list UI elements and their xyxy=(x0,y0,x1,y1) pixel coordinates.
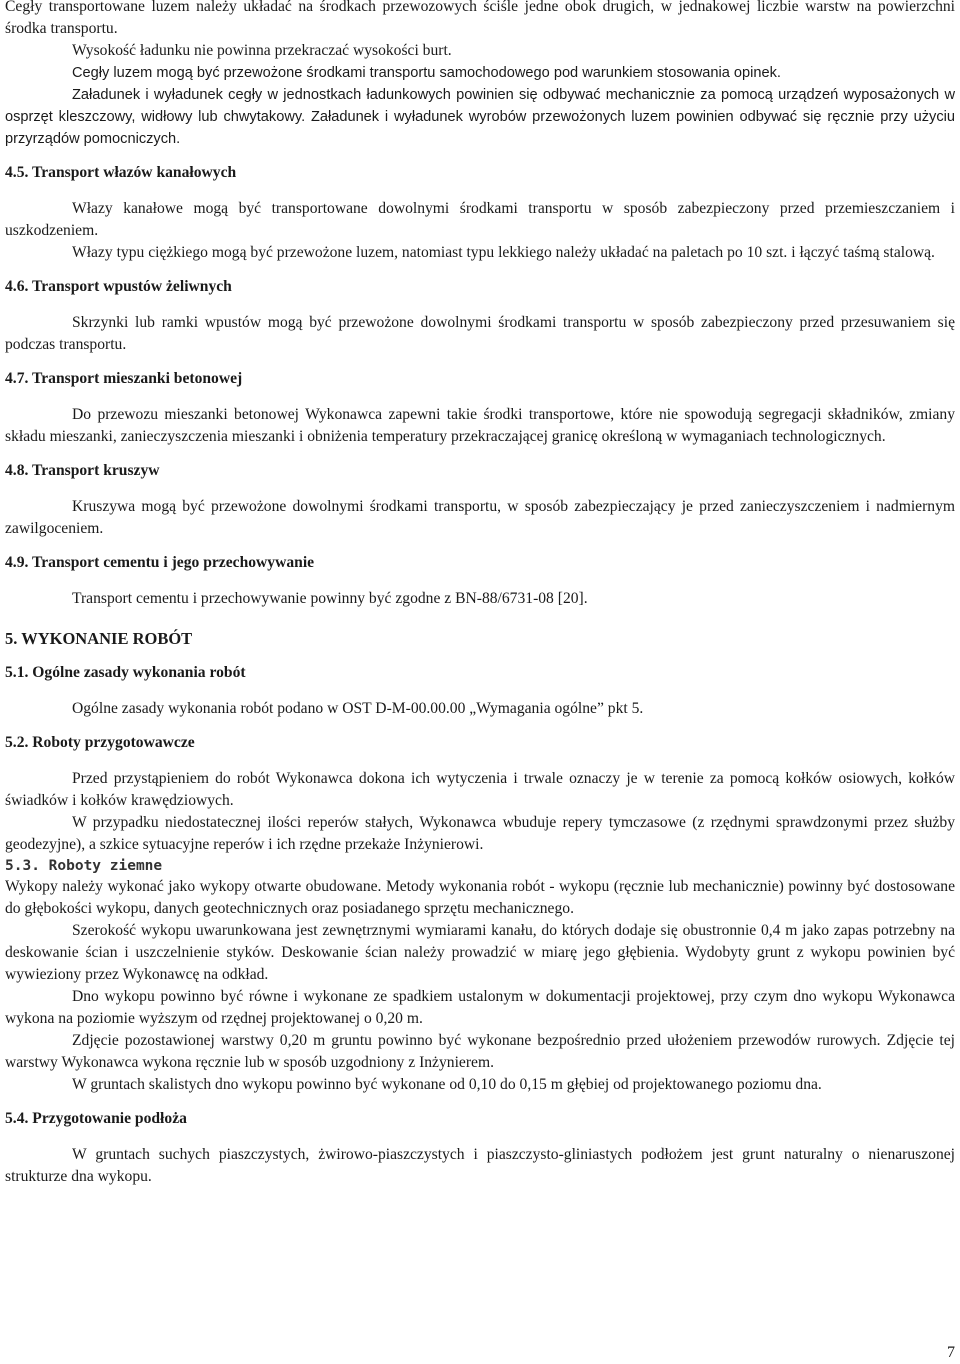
section-5-3-paragraph-2: Szerokość wykopu uwarunkowana jest zewnętrznymi wymiarami kanału, do których dodaje się obustronnie 0,4 m jako zapas potrzebny na deskowanie ścian i uszczelnienie styków. Deskowanie ścian należy prowadzić w miarę jego głębienia. Wydobyty grunt z wykopu powinien być wywieziony przez Wykonawcę na odkład. xyxy=(5,922,955,983)
section-5-1-paragraph-1: Ogólne zasady wykonania robót podano w OST D-M-00.00.00 „Wymagania ogólne” pkt 5. xyxy=(72,700,644,717)
section-4-8-heading: 4.8. Transport kruszyw xyxy=(5,462,160,479)
section-5-2-paragraph-1: Przed przystąpieniem do robót Wykonawca dokona ich wytyczenia i trwale oznaczy je w terenie za pomocą kołków osiowych, kołków świadków i kołków krawędziowych. xyxy=(5,770,955,809)
section-4-9-heading: 4.9. Transport cementu i jego przechowywanie xyxy=(5,554,315,571)
section-4-5-paragraph-1: Włazy kanałowe mogą być transportowane dowolnymi środkami transportu w sposób zabezpieczony przed przemieszczaniem i uszkodzeniem. xyxy=(5,200,955,239)
section-5-3-paragraph-4: Zdjęcie pozostawionej warstwy 0,20 m gruntu powinno być wykonane bezpośrednio przed ułożeniem przewodów rurowych. Zdjęcie tej warstwy Wykonawca wykona ręcznie lub w sposób uzgodniony z Inżynierem. xyxy=(5,1032,955,1071)
section-5-1-heading: 5.1. Ogólne zasady wykonania robót xyxy=(5,664,246,681)
chapter-5-heading: 5. WYKONANIE ROBÓT xyxy=(5,629,193,648)
section-5-3-paragraph-5: W gruntach skalistych dno wykopu powinno być wykonane od 0,10 do 0,15 m głębiej od projektowanego poziomu dna. xyxy=(72,1076,822,1093)
section-5-3-paragraph-3: Dno wykopu powinno być równe i wykonane ze spadkiem ustalonym w dokumentacji projektowej, przy czym dno wykopu Wykonawca wykona na poziomie wyższym od rzędnej projektowanej o 0,20 m. xyxy=(5,988,955,1027)
section-4-9-paragraph-1: Transport cementu i przechowywanie powinny być zgodne z BN-88/6731-08 [20]. xyxy=(72,590,588,607)
section-4-6-heading: 4.6. Transport wpustów żeliwnych xyxy=(5,278,232,295)
section-4-5-heading: 4.5. Transport włazów kanałowych xyxy=(5,164,237,181)
section-5-3-heading: 5.3. Roboty ziemne xyxy=(5,858,163,874)
section-5-2-paragraph-2: W przypadku niedostatecznej ilości reperów stałych, Wykonawca wbuduje repery tymczasowe (z rzędnymi sprawdzonymi przez służby geodezyjne), a szkice sytuacyjne reperów i ich rzędne przekaże Inżynierowi. xyxy=(5,814,955,853)
page-number: 7 xyxy=(947,1344,955,1361)
intro-paragraph-2: Wysokość ładunku nie powinna przekraczać wysokości burt. xyxy=(72,42,452,59)
intro-paragraph-3: Cegły luzem mogą być przewożone środkami transportu samochodowego pod warunkiem stosowania opinek. xyxy=(72,65,781,81)
intro-paragraph-4: Załadunek i wyładunek cegły w jednostkach ładunkowych powinien się odbywać mechanicznie za pomocą urządzeń wyposażonych w osprzęt kleszczowy, widłowy lub chwytakowy. Załadunek i wyładunek wyrobów przewożonych luzem powinien odbywać się ręcznie przy użyciu przyrządów pomocniczych. xyxy=(5,87,955,147)
section-4-7-paragraph-1: Do przewozu mieszanki betonowej Wykonawca zapewni takie środki transportowe, które nie spowodują segregacji składników, zmiany składu mieszanki, zanieczyszczenia mieszanki i obniżenia temperatury przekraczającej granicę określoną w wymaganiach technologicznych. xyxy=(5,406,955,445)
section-5-3-paragraph-1: Wykopy należy wykonać jako wykopy otwarte obudowane. Metody wykonania robót - wykopu (ręcznie lub mechanicznie) powinny być dostosowane do głębokości wykopu, danych geotechnicznych oraz posiadanego sprzętu mechanicznego. xyxy=(5,878,955,917)
section-4-8-paragraph-1: Kruszywa mogą być przewożone dowolnymi środkami transportu, w sposób zabezpieczający je przed zanieczyszczeniem i nadmiernym zawilgoceniem. xyxy=(5,498,955,537)
section-5-4-heading: 5.4. Przygotowanie podłoża xyxy=(5,1110,187,1127)
section-4-5-paragraph-2: Włazy typu ciężkiego mogą być przewożone luzem, natomiast typu lekkiego należy układać na paletach po 10 szt. i łączyć taśmą stalową. xyxy=(72,244,935,261)
section-4-7-heading: 4.7. Transport mieszanki betonowej xyxy=(5,370,243,387)
section-5-2-heading: 5.2. Roboty przygotowawcze xyxy=(5,734,195,751)
intro-paragraph-1: Cegły transportowane luzem należy układać na środkach przewozowych ściśle jedne obok drugich, w jednakowej liczbie warstw na powierzchni środka transportu. xyxy=(5,0,955,37)
section-5-4-paragraph-1: W gruntach suchych piaszczystych, żwirowo-piaszczystych i piaszczysto-gliniastych podłożem jest grunt naturalny o nienaruszonej strukturze dna wykopu. xyxy=(5,1146,955,1185)
section-4-6-paragraph-1: Skrzynki lub ramki wpustów mogą być przewożone dowolnymi środkami transportu w sposób zabezpieczony przed przesuwaniem się podczas transportu. xyxy=(5,314,955,353)
